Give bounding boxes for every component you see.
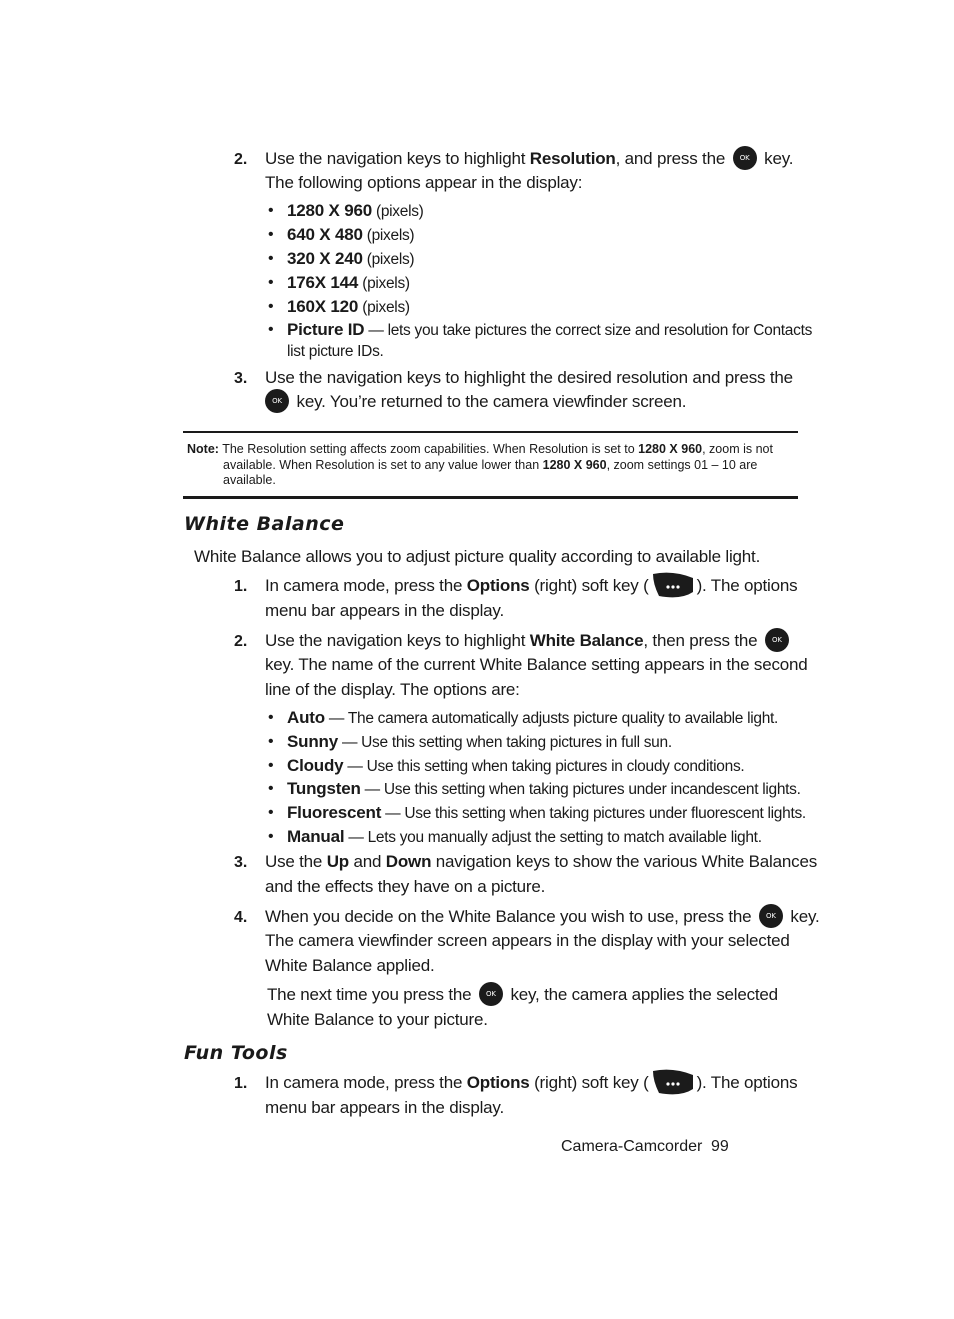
ok-key-icon: OK [765,628,789,652]
wb-step4-line1 [265,905,820,929]
text: (right) soft key ( [529,576,649,595]
text: key. [790,907,820,926]
bold-term: Up [326,852,349,871]
bullet-icon: • [268,780,274,797]
bullet-icon: • [268,828,274,845]
bold-term: 320 X 240 [287,249,363,268]
text: — Use this setting when taking pictures under incandescent lights. [360,781,801,798]
text: , zoom is not [702,442,773,456]
bold-term: Resolution [529,149,616,168]
bold-term: 1280 X 960 [287,201,372,220]
note-line1 [187,441,773,457]
bold-term: Cloudy [287,756,344,775]
step-number: 1. [234,1075,248,1092]
text: key. [764,149,794,168]
note-line2 [223,457,757,473]
ok-key-icon: OK [759,904,783,928]
text: navigation keys to show the various White Balances [431,852,817,871]
section-intro: White Balance allows you to adjust picture quality according to available light. [194,547,761,566]
list-item-continuation: list picture IDs. [287,343,384,360]
text: — lets you take pictures the correct size and resolution for Contacts [364,322,813,339]
wb-step4-line3: White Balance applied. [265,956,435,975]
list-item [287,754,744,779]
bold-term: Fluorescent [287,803,382,822]
wb-step2-line2: key. The name of the current White Balance setting appears in the second [265,655,808,674]
step-number: 2. [234,633,248,650]
text: — Use this setting when taking pictures under fluorescent lights. [381,805,806,822]
text: — Use this setting when taking pictures in full sun. [337,734,672,751]
wb-step1-line2: menu bar appears in the display. [265,601,504,620]
bullet-icon: • [268,804,274,821]
ok-key-icon: OK [733,146,757,170]
wb-step4-line2: The camera viewfinder screen appears in the display with your selected [265,931,790,950]
text: The Resolution setting affects zoom capabilities. When Resolution is set to [218,442,639,456]
bullet-icon: • [268,226,274,243]
bullet-icon: • [268,250,274,267]
text: When you decide on the White Balance you wish to use, press the [265,907,752,926]
text: In camera mode, press the [265,1073,467,1092]
ft-step1-line2: menu bar appears in the display. [265,1098,504,1117]
bullet-icon: • [268,709,274,726]
text: (pixels) [362,227,415,244]
bold-term: Manual [287,827,345,846]
bullet-icon: • [268,321,274,338]
bold-term: Sunny [287,732,338,751]
step-number: 3. [234,854,248,871]
step-number: 4. [234,909,248,926]
list-item [287,295,410,320]
step2-line1 [265,147,793,171]
bullet-icon: • [268,733,274,750]
bold-term: 1280 X 960 [542,458,607,472]
footer-section: Camera-Camcorder [561,1138,703,1155]
bold-term: Options [466,576,530,595]
text: , and press the [615,149,726,168]
text: available. When Resolution is set to any value lower than [223,458,543,472]
page-number: 99 [711,1138,729,1155]
list-item [287,247,414,272]
step-number: 2. [234,151,248,168]
text: , zoom settings 01 – 10 are [606,458,758,472]
text: (pixels) [358,299,410,316]
text: Use the navigation keys to highlight [265,631,530,650]
bullet-icon: • [268,274,274,291]
bold-term: 176X 144 [287,273,359,292]
section-heading: Fun Tools [184,1042,288,1064]
note-line3: available. [223,473,276,487]
ok-key-icon: OK [479,982,503,1006]
text: key, the camera applies the selected [510,985,778,1004]
step2-line2: The following options appear in the display: [265,173,583,192]
list-item [287,801,806,826]
list-item [287,223,414,248]
text: Use the [265,852,327,871]
text: — The camera automatically adjusts picture quality to available light. [324,710,779,727]
text: ). The options [696,1073,798,1092]
text: (right) soft key ( [529,1073,649,1092]
right-soft-key-icon [651,1067,695,1095]
list-item [287,199,424,224]
text: key. You’re returned to the camera viewfinder screen. [296,392,687,411]
text: — Use this setting when taking pictures in cloudy conditions. [343,758,745,775]
step-number: 3. [234,370,248,387]
right-soft-key-icon [651,570,695,598]
bold-term: 640 X 480 [287,225,363,244]
note-label: Note: [187,442,219,456]
section-heading: White Balance [184,513,345,535]
text: — Lets you manually adjust the setting to match available light. [344,829,762,846]
text: and [348,852,386,871]
wb-step3-line1 [265,850,817,874]
note-bottom-rule [183,496,798,499]
step3-line1: Use the navigation keys to highlight the desired resolution and press the [265,368,793,387]
text: ). The options [696,576,798,595]
wb-next-time-line1 [267,983,778,1007]
wb-step1-line1 [265,574,797,598]
bold-term: 160X 120 [287,297,359,316]
bold-term: Tungsten [287,779,361,798]
text: (pixels) [371,203,424,220]
list-item [287,271,410,296]
step3-line2 [265,390,686,414]
bullet-icon: • [268,757,274,774]
text: Use the navigation keys to highlight [265,149,530,168]
list-item [287,730,672,755]
text: (pixels) [358,275,410,292]
text: In camera mode, press the [265,576,467,595]
bold-term: Options [466,1073,530,1092]
bold-term: Auto [287,708,325,727]
text: (pixels) [362,251,415,268]
note-top-rule [183,431,798,433]
list-item [287,825,762,850]
wb-step2-line3: line of the display. The options are: [265,680,520,699]
bold-term: Down [385,852,432,871]
step-number: 1. [234,578,248,595]
text: The next time you press the [267,985,472,1004]
text: , then press the [643,631,758,650]
ft-step1-line1 [265,1071,797,1095]
wb-next-time-line2: White Balance to your picture. [267,1010,488,1029]
bullet-icon: • [268,298,274,315]
bold-term: White Balance [529,631,644,650]
wb-step2-line1 [265,629,792,653]
bullet-icon: • [268,202,274,219]
list-item [287,777,801,802]
wb-step3-line2: and the effects they have on a picture. [265,877,546,896]
list-item [287,706,778,731]
bold-term: Picture ID [287,320,365,339]
bold-term: 1280 X 960 [638,442,703,456]
ok-key-icon: OK [265,389,289,413]
